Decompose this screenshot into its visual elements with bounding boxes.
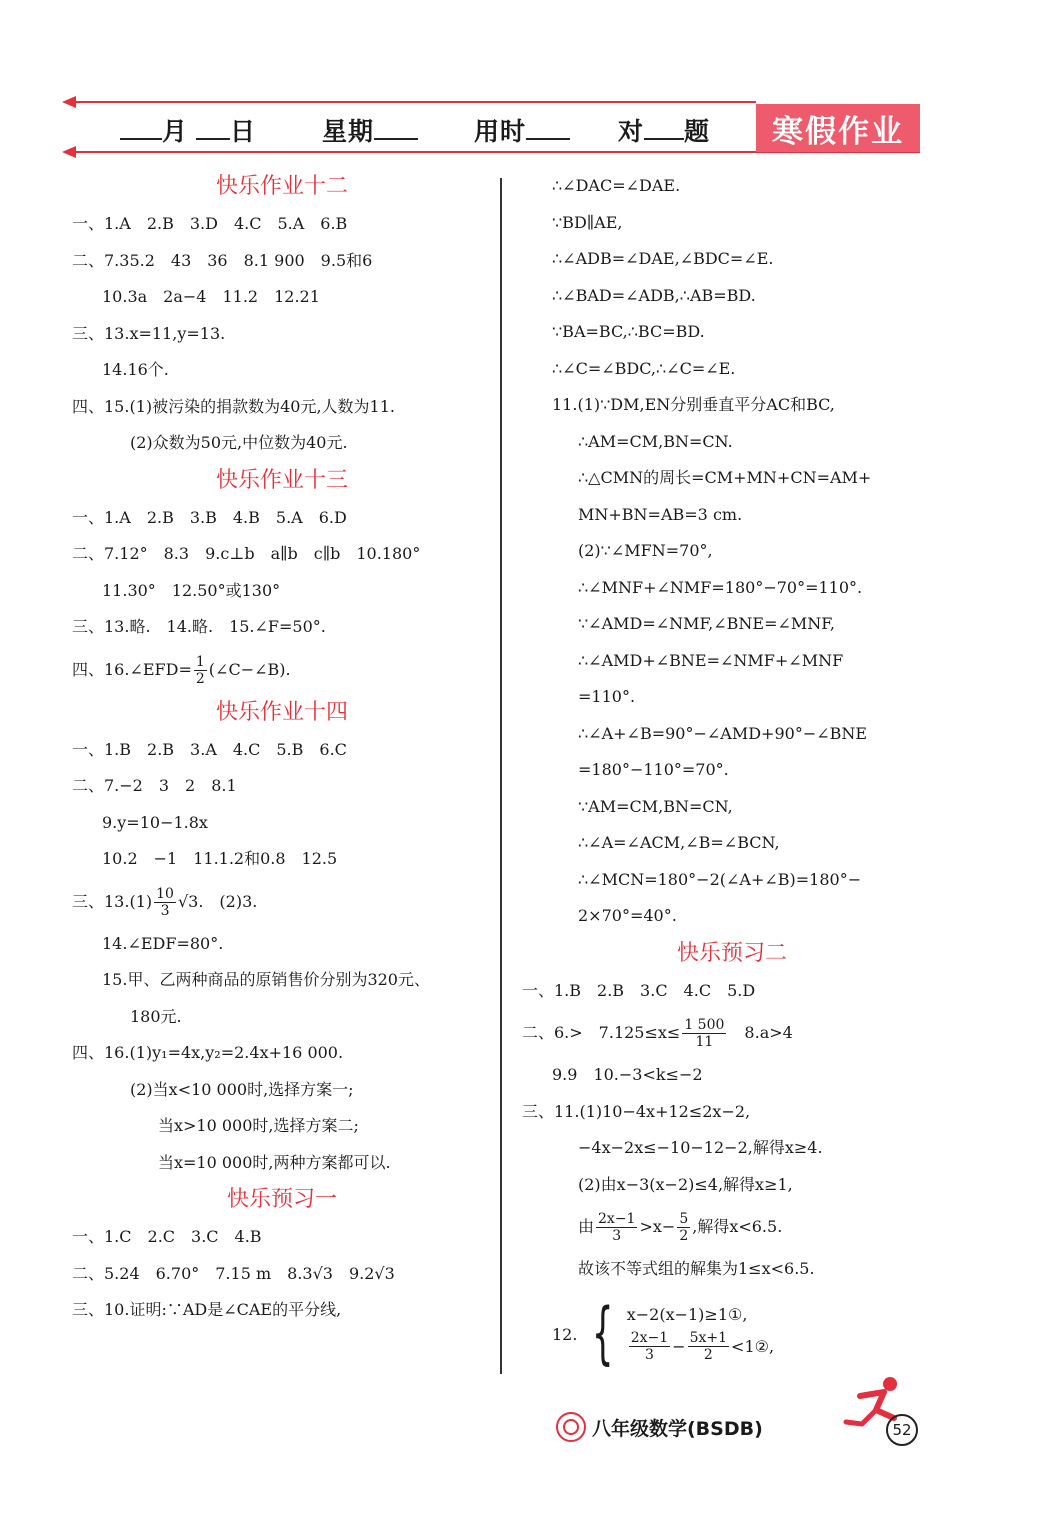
answer-line: 三、10.证明:∵AD是∠CAE的平分线, (72, 1300, 342, 1319)
section-title-preview-2: 快乐预习二 (676, 940, 787, 966)
answer-line: ∴∠ADB=∠DAE,∠BDC=∠E. (552, 249, 774, 268)
date-day: 日 (196, 112, 256, 148)
page-footer (556, 1412, 763, 1442)
answer-line: 当x>10 000时,选择方案二; (158, 1116, 359, 1135)
answer-line: ∴∠A+∠B=90°−∠AMD+90°−∠BNE (578, 723, 868, 743)
answer-line: 14.∠EDF=80°. (102, 933, 224, 953)
section-title-preview-1: 快乐预习一 (226, 1187, 337, 1212)
right-column (522, 168, 942, 1288)
inequality-2: $\frac{2x-1}{3}$ − $\frac{5x+1}{2}$ <1②, (630, 1330, 775, 1363)
section-title-14: 快乐作业十四 (215, 699, 348, 725)
answer-line: ∴∠BAD=∠ADB,∴AB=BD. (552, 285, 756, 305)
column-divider (500, 178, 502, 1374)
answer-line: 四、16.(1)y₁=4x,y₂=2.4x+16 000. (72, 1043, 344, 1062)
answer-line: 二、6.> 7.125≤x≤ $\frac{1 500}{11}$ 8.a>4 (522, 1017, 793, 1050)
answer-line: ∵BA=BC,∴BC=BD. (552, 322, 705, 341)
answer-line: =180°−110°=70°. (578, 760, 729, 779)
answer-line: 由 $\frac{2x-1}{3}$ >x− $\frac{5}{2}$ ,解得x<6.5. (578, 1211, 783, 1244)
answer-line: ∴△CMN的周长=CM+MN+CN=AM+ (578, 468, 872, 487)
answer-line: (2)∵∠MFN=70°, (578, 541, 713, 560)
answer-line: 10.3a 2a−4 11.2 12.21 (102, 287, 320, 306)
answer-line: 故该不等式组的解集为1≤x<6.5. (578, 1259, 815, 1278)
answer-line: ∴∠MNF+∠NMF=180°−70°=110°. (578, 577, 863, 597)
answer-line: 三、11.(1)10−4x+12≤2x−2, (522, 1101, 751, 1121)
answer-line: ∴∠DAC=∠DAE. (552, 176, 681, 195)
answer-line: 15.甲、乙两种商品的原销售价分别为320元、 (102, 970, 430, 989)
answer-line: MN+BN=AB=3 cm. (578, 504, 743, 524)
answer-line: 9.9 10.−3<k≤−2 (552, 1065, 703, 1084)
question-number: 12. (552, 1324, 578, 1344)
answer-line: 14.16个. (102, 360, 169, 379)
answer-line: 11.30° 12.50°或130° (102, 580, 281, 600)
answer-line: ∴∠AMD+∠BNE=∠NMF+∠MNF (578, 650, 844, 670)
answer-line: 四、15.(1)被污染的捐款数为40元,人数为11. (72, 396, 396, 416)
fraction: $\frac{5}{2}$ (679, 1211, 689, 1244)
page-header (0, 0, 1047, 170)
fraction: $\frac{1 500}{11}$ (684, 1017, 725, 1050)
spiral-icon (556, 1412, 586, 1442)
answer-line: 一、1.A 2.B 3.D 4.C 5.A 6.B (72, 214, 348, 233)
inequality-system (552, 1294, 774, 1374)
fraction: $\frac{2x-1}{3}$ (630, 1330, 669, 1363)
answer-line: 一、1.A 2.B 3.B 4.B 5.A 6.D (72, 507, 347, 527)
fraction: $\frac{10}{3}$ (156, 885, 174, 919)
answer-line: ∵BD∥AE, (552, 212, 623, 232)
answer-line: 2×70°=40°. (578, 906, 677, 925)
answer-line: 二、7.35.2 43 36 8.1 900 9.5和6 (72, 250, 373, 270)
correct-count-field: 对 题 (618, 117, 711, 146)
answer-line: 一、1.B 2.B 3.A 4.C 5.B 6.C (72, 739, 347, 759)
section-title-12: 快乐作业十二 (215, 174, 348, 199)
answer-line: 10.2 −1 11.1.2和0.8 12.5 (102, 849, 338, 868)
answer-line: (2)当x<10 000时,选择方案一; (130, 1079, 354, 1099)
left-column (72, 168, 492, 1329)
answer-line: ∴AM=CM,BN=CN. (578, 431, 733, 451)
left-brace-icon: { (592, 1294, 614, 1373)
time-used-field: 用时 (474, 112, 570, 148)
fraction: $\frac{5x+1}{2}$ (689, 1330, 728, 1363)
winter-homework-banner: 寒假作业 (756, 104, 920, 152)
top-rule (74, 101, 756, 103)
answer-line: 当x=10 000时,两种方案都可以. (158, 1152, 391, 1172)
answer-line: ∵AM=CM,BN=CN, (578, 796, 733, 816)
answer-line: (2)众数为50元,中位数为40元. (130, 433, 348, 452)
answer-line: 三、13.略. 14.略. 15.∠F=50°. (72, 617, 326, 636)
answer-line: 11.(1)∵DM,EN分别垂直平分AC和BC, (552, 395, 835, 414)
answer-line: −4x−2x≤−10−12−2,解得x≥4. (578, 1138, 823, 1157)
answer-line: 二、5.24 6.70° 7.15 m 8.3√3 9.2√3 (72, 1263, 395, 1283)
book-title: 八年级数学(BSDB) (592, 1417, 763, 1440)
answer-line: ∴∠A=∠ACM,∠B=∠BCN, (578, 833, 780, 852)
inequality-1: x−2(x−1)≥1①, (626, 1305, 748, 1324)
answer-line: 一、1.B 2.B 3.C 4.C 5.D (522, 980, 756, 1000)
fraction: $\frac{2x-1}{3}$ (598, 1211, 636, 1244)
answer-line: ∵∠AMD=∠NMF,∠BNE=∠MNF, (578, 614, 835, 633)
answer-line: ∴∠MCN=180°−2(∠A+∠B)=180°− (578, 869, 862, 889)
answer-line: 一、1.C 2.C 3.C 4.B (72, 1227, 262, 1246)
answer-line: 180元. (130, 1006, 182, 1026)
fraction: $\frac{1}{2}$ (195, 653, 205, 687)
answer-line: ∴∠C=∠BDC,∴∠C=∠E. (552, 358, 736, 378)
answer-line: 三、13.x=11,y=13. (72, 323, 226, 343)
answer-line: (2)由x−3(x−2)≤4,解得x≥1, (578, 1174, 793, 1194)
answer-line: 四、16.∠EFD= $\frac{1}{2}$ (∠C−∠B). (72, 653, 291, 687)
answer-line: 三、13.(1) $\frac{10}{3}$ √3. (2)3. (72, 885, 258, 919)
answer-line: 9.y=10−1.8x (102, 812, 208, 832)
page-number: 52 (886, 1414, 918, 1446)
date-month: 月 (120, 112, 188, 148)
weekday-field: 星期 (322, 112, 418, 148)
answer-line: =110°. (578, 687, 636, 706)
section-title-13: 快乐作业十三 (215, 467, 348, 493)
answer-line: 二、7.12° 8.3 9.c⊥b a∥b c∥b 10.180° (72, 544, 421, 563)
answer-line: 二、7.−2 3 2 8.1 (72, 776, 237, 795)
